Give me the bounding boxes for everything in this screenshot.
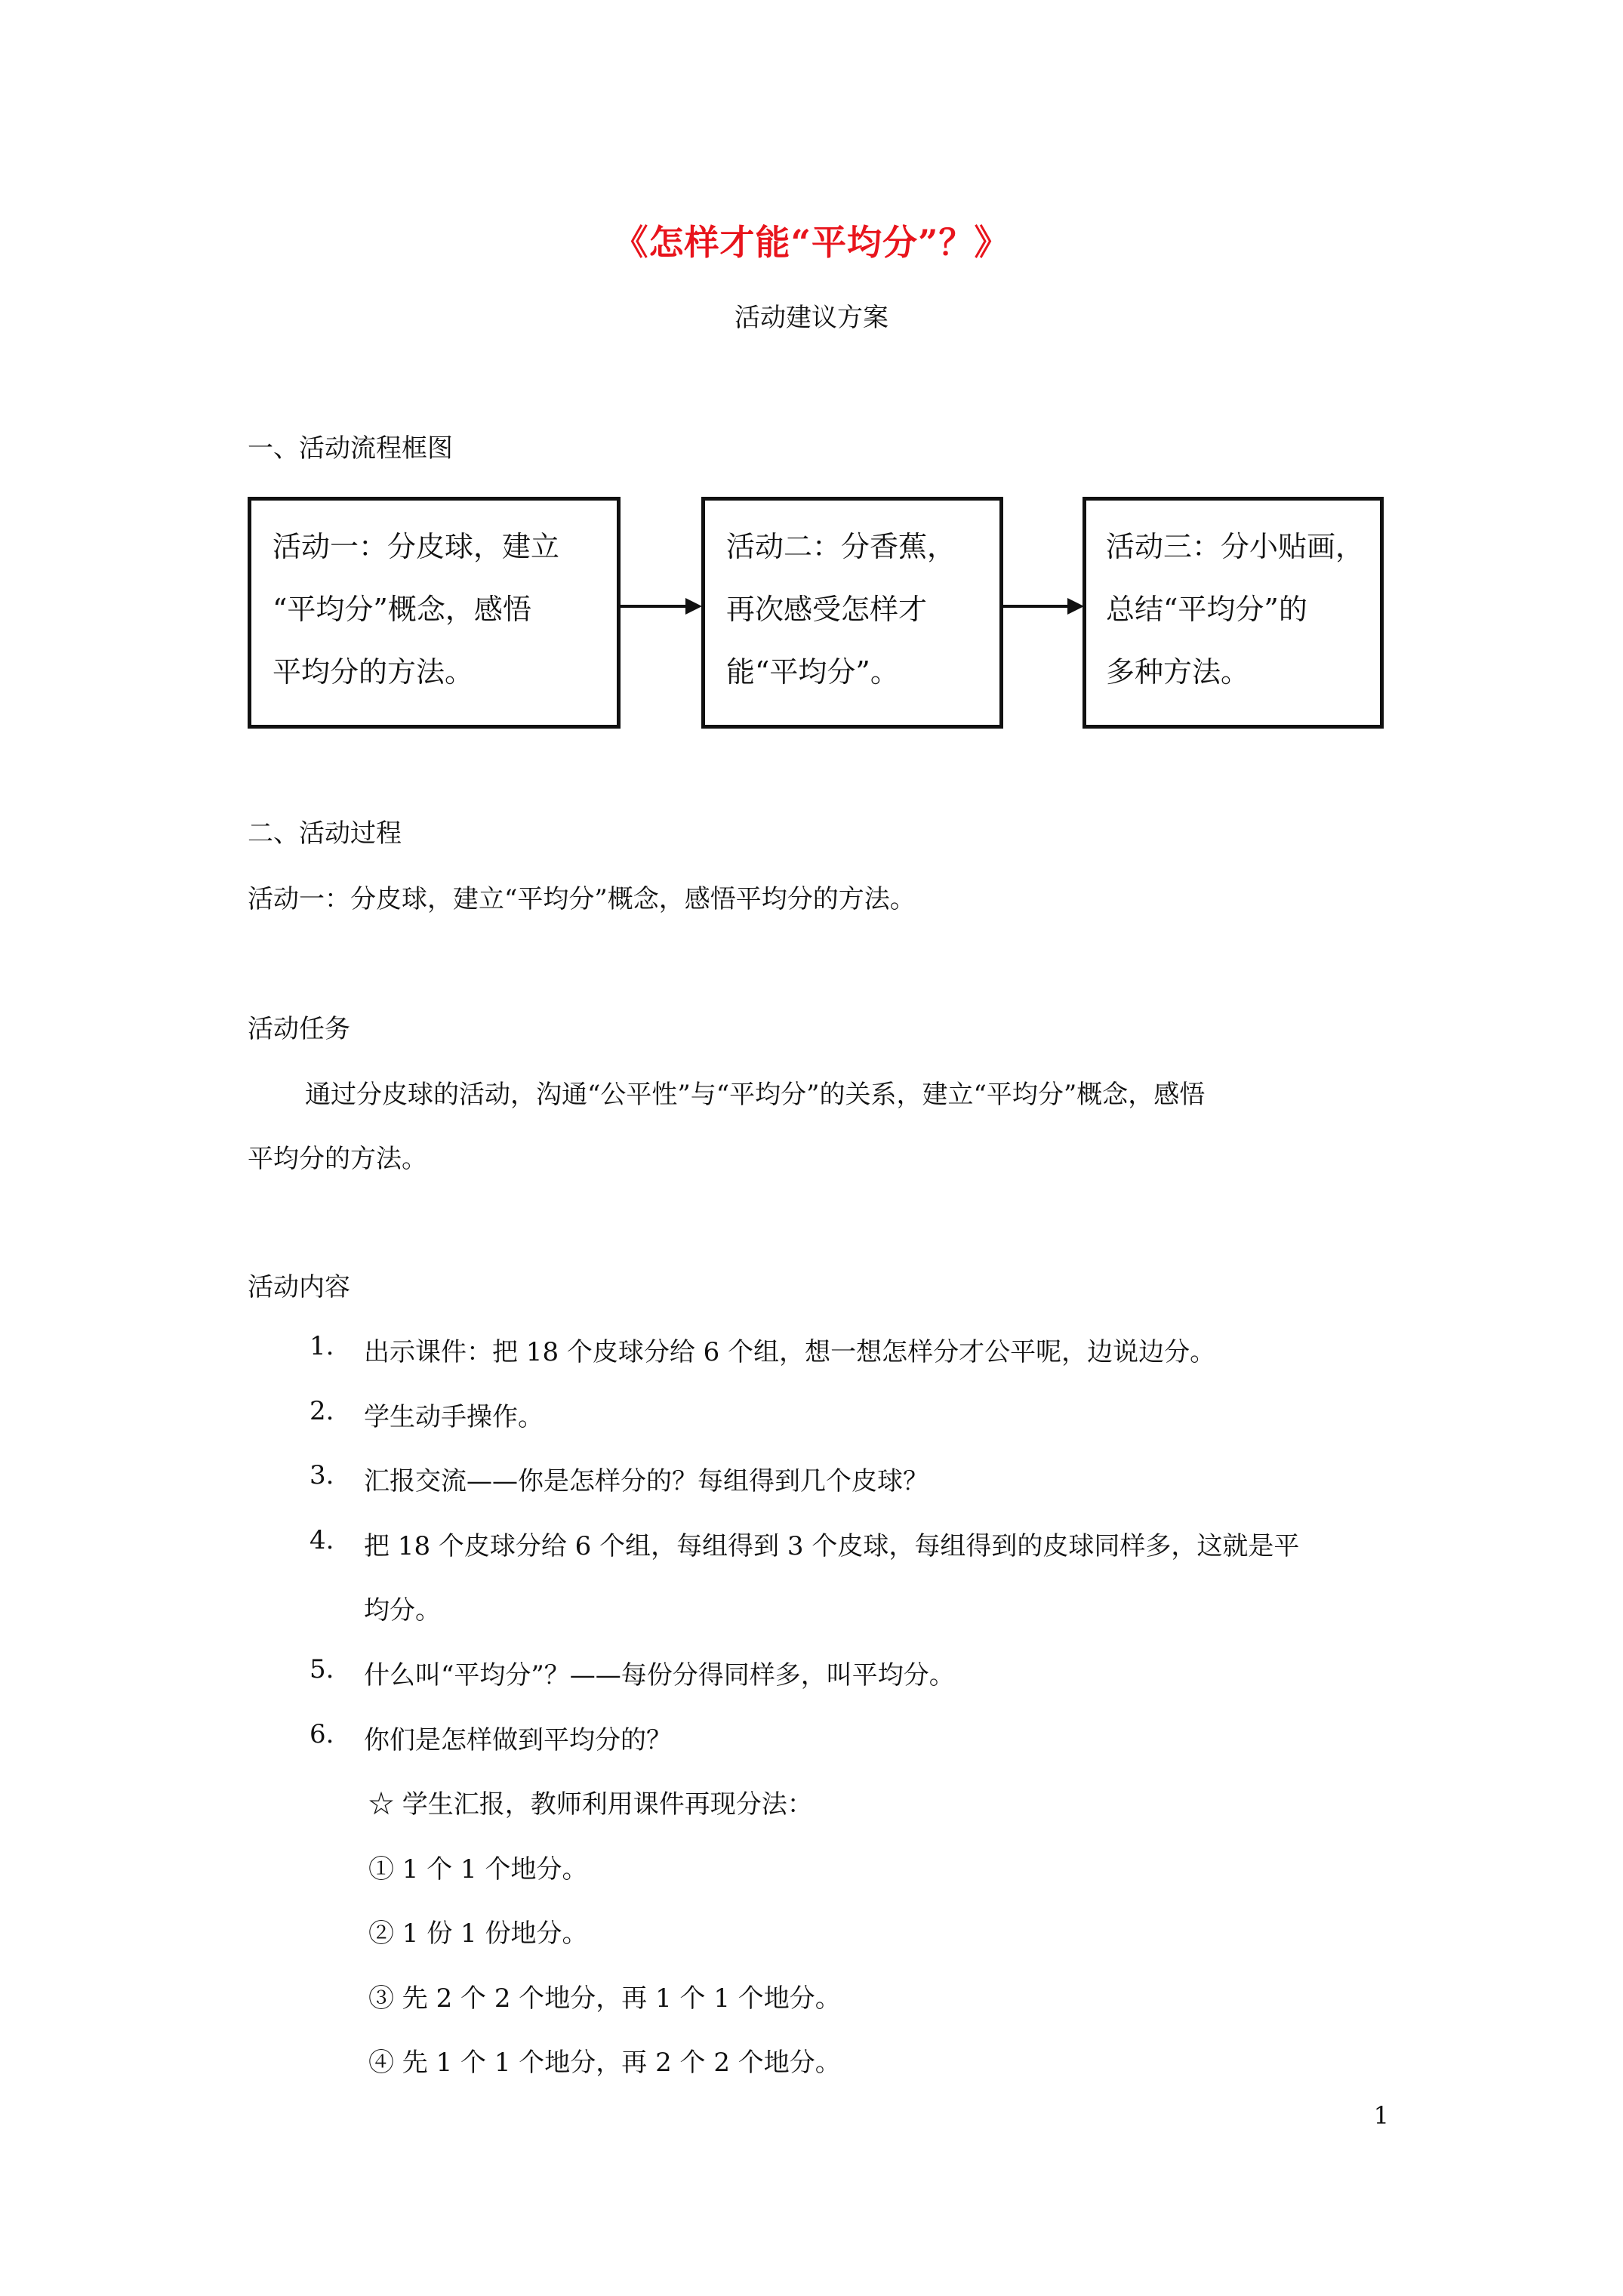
flow-box-activity1 <box>248 497 621 729</box>
flow-box-line: 活动三：分小贴画， <box>1106 530 1365 563</box>
flow-box-line: 活动二：分香蕉， <box>726 530 956 563</box>
task-heading: 活动任务 <box>248 1014 350 1044</box>
section2-heading: 二、活动过程 <box>248 818 402 849</box>
flow-arrow-1 <box>621 605 688 608</box>
document-subtitle: 活动建议方案 <box>735 303 888 333</box>
list-item: 汇报交流——你是怎样分的？每组得到几个皮球？ <box>364 1466 929 1496</box>
method-item: ③ 先 2 个 2 个地分，再 1 个 1 个地分。 <box>368 1983 841 2014</box>
flow-box-line: 总结“平均分”的 <box>1106 593 1307 626</box>
list-item: 学生动手操作。 <box>364 1402 544 1432</box>
document-title: 《怎样才能“平均分”？》 <box>613 222 1010 263</box>
list-item: 出示课件：把 18 个皮球分给 6 个组，想一想怎样分才公平呢，边说边分。 <box>364 1337 1216 1367</box>
star-line: ☆ 学生汇报，教师利用课件再现分法： <box>368 1789 813 1820</box>
method-item: ④ 先 1 个 1 个地分，再 2 个 2 个地分。 <box>368 2048 841 2078</box>
list-item-number: 5. <box>310 1654 334 1684</box>
list-item-number: 4. <box>310 1525 334 1555</box>
list-item: 把 18 个皮球分给 6 个组，每组得到 3 个皮球，每组得到的皮球同样多，这就是平 <box>364 1531 1300 1561</box>
list-item-number: 2. <box>310 1396 334 1426</box>
method-item: ② 1 份 1 份地分。 <box>368 1918 588 1949</box>
flow-box-line: 平均分的方法。 <box>273 655 474 689</box>
list-item: 你们是怎样做到平均分的？ <box>364 1725 672 1755</box>
flow-box-line: 活动一：分皮球，建立 <box>273 530 560 563</box>
page-number: 1 <box>1373 2101 1389 2130</box>
task-paragraph-line: 平均分的方法。 <box>248 1144 427 1174</box>
flow-box-activity3 <box>1083 497 1384 729</box>
method-item: ① 1 个 1 个地分。 <box>368 1854 588 1885</box>
flow-box-line: 再次感受怎样才 <box>726 593 928 626</box>
list-item-number: 3. <box>310 1460 334 1490</box>
list-item-number: 6. <box>310 1719 334 1749</box>
section1-heading: 一、活动流程框图 <box>248 433 453 464</box>
list-item: 什么叫“平均分”？——每份分得同样多，叫平均分。 <box>364 1660 955 1690</box>
activity1-title: 活动一：分皮球，建立“平均分”概念，感悟平均分的方法。 <box>248 884 916 914</box>
arrow-head-icon <box>685 598 702 615</box>
arrow-head-icon <box>1067 598 1084 615</box>
list-item-number: 1. <box>310 1331 334 1361</box>
flow-box-activity2 <box>701 497 1003 729</box>
flow-arrow-2 <box>1003 605 1070 608</box>
flow-box-line: 多种方法。 <box>1106 655 1250 689</box>
flow-box-line: 能“平均分”。 <box>726 655 899 689</box>
task-paragraph-line: 通过分皮球的活动，沟通“公平性”与“平均分”的关系，建立“平均分”概念，感悟 <box>305 1080 1206 1110</box>
flow-box-line: “平均分”概念，感悟 <box>273 593 531 626</box>
content-heading: 活动内容 <box>248 1272 350 1302</box>
list-item-continuation: 均分。 <box>364 1595 441 1626</box>
